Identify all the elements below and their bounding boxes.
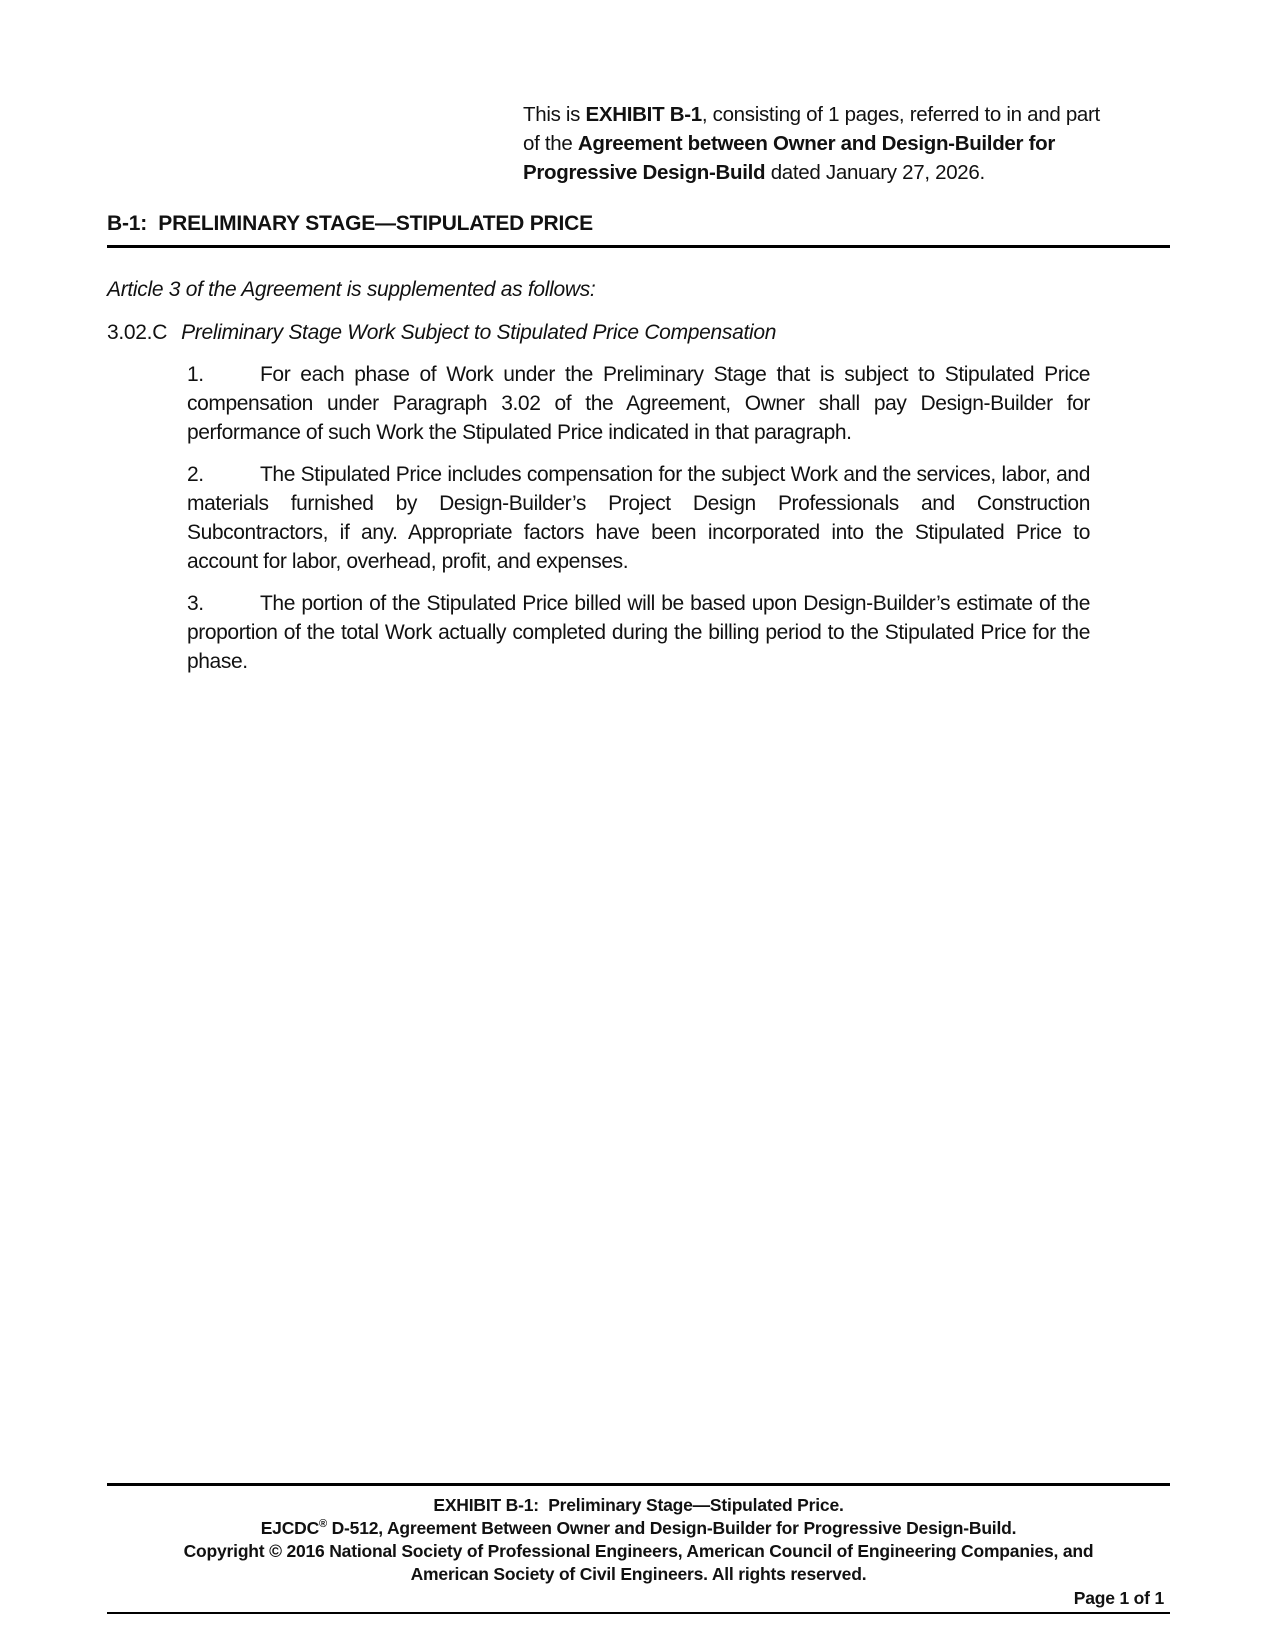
agreement-name-bold: Progressive Design-Build (523, 161, 766, 184)
page-number-label: Page 1 of 1 (1073, 1588, 1164, 1608)
paragraph-number: 1. (187, 363, 204, 386)
note-text: , consisting of 1 pages, referred to in and part (701, 103, 1100, 126)
exhibit-name-bold: EXHIBIT B-1 (585, 103, 702, 126)
footer-document-id (107, 1517, 1170, 1540)
section-title: Preliminary Stage Work Subject to Stipulated Price Compensation (181, 321, 777, 344)
note-text: dated January 27, 2026. (765, 161, 985, 184)
paragraph-text: For each phase of Work under the Preliminary Stage that is subject to Stipulated Price compensation under Paragraph 3.02 of the Agreement, Owner shall pay Design-Builder for performance of such Work the Stipulated Price indicated in that paragraph. (187, 363, 1090, 444)
exhibit-reference-line-2 (523, 129, 1170, 158)
exhibit-reference-line-1 (523, 100, 1170, 129)
exhibit-reference-note (523, 100, 1170, 187)
section-heading (107, 319, 1170, 346)
paragraph-number: 3. (187, 592, 204, 615)
footer-document-id-text: D-512, Agreement Between Owner and Design-Builder for Progressive Design-Build. (326, 1518, 1017, 1538)
page-footer (107, 1483, 1170, 1614)
agreement-name-bold: Agreement between Owner and Design-Builder for (577, 132, 1056, 155)
numbered-paragraph-3 (187, 589, 1090, 676)
numbered-paragraph-1 (187, 360, 1090, 447)
registered-trademark-symbol: ® (319, 1518, 327, 1531)
footer-copyright-line-2: American Society of Civil Engineers. All rights reserved. (410, 1564, 867, 1584)
footer-exhibit-title: EXHIBIT B-1: Preliminary Stage—Stipulated Price. (433, 1495, 844, 1515)
footer-brand: EJCDC (260, 1518, 320, 1538)
note-text: This is (523, 103, 586, 126)
page-content (107, 0, 1170, 676)
article-supplement-note: Article 3 of the Agreement is supplemented as follows: (107, 278, 596, 301)
section-number: 3.02.C (107, 321, 168, 344)
numbered-paragraph-2 (187, 460, 1090, 576)
exhibit-reference-line-3 (523, 158, 1170, 187)
paragraph-text: The Stipulated Price includes compensation for the subject Work and the services, labor, and materials furnished by Design-Builder’s Project Design Professionals and Construction Subcontractors, if any. Appropriate factors have been incorporated into the Stipulated Price to account for labor, overhead, profit, and expenses. (187, 463, 1090, 573)
note-text: of the (523, 132, 578, 155)
page-title: B-1: PRELIMINARY STAGE—STIPULATED PRICE (107, 212, 1170, 248)
footer-copyright-line-1: Copyright © 2016 National Society of Professional Engineers, American Council of Engineering Companies, and (183, 1541, 1094, 1561)
paragraph-text: The portion of the Stipulated Price billed will be based upon Design-Builder’s estimate of the proportion of the total Work actually completed during the billing period to the Stipulated Price for the phase. (187, 592, 1090, 673)
paragraph-number: 2. (187, 463, 204, 486)
